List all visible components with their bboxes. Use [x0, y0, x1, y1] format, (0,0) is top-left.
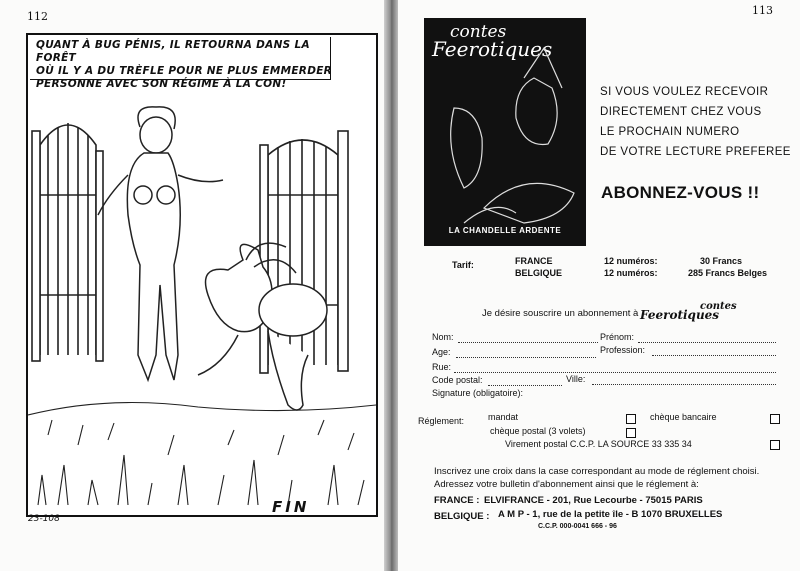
subscribe-headline: ABONNEZ-VOUS !!: [601, 183, 760, 202]
instruction-line: Inscrivez une croix dans la case correspondant au mode de réglement choisi.: [434, 466, 760, 477]
left-page: [0, 0, 384, 571]
artist-signature: 23-108: [28, 514, 60, 524]
comic-illustration: [28, 35, 376, 515]
promo-text: [600, 82, 791, 162]
caption-line: PERSONNE AVEC SON RÉGIME À LA CON!: [36, 78, 287, 90]
postal-code-label: Code postal:: [432, 375, 483, 385]
tarif-label: Tarif:: [452, 260, 474, 270]
promo-line: LE PROCHAIN NUMERO: [600, 126, 740, 138]
caption-line: QUANT À BUG PÉNIS, IL RETOURNA DANS LA FORÊT: [36, 39, 310, 64]
cover-subtitle: LA CHANDELLE ARDENTE: [448, 226, 562, 235]
payment-option-mandat: mandat: [488, 412, 519, 422]
city-field[interactable]: [592, 384, 776, 385]
age-field[interactable]: [456, 357, 596, 358]
age-label: Age:: [432, 347, 451, 357]
tarif-price: 30 Francs: [700, 256, 743, 266]
checkbox-virement[interactable]: [770, 440, 780, 450]
city-label: Ville:: [566, 374, 586, 384]
promo-line: DE VOTRE LECTURE PREFEREE: [600, 146, 791, 158]
figure-woman: [98, 107, 223, 380]
ccp-number: C.C.P. 000-0041 666 - 96: [538, 523, 617, 530]
tarif-country: BELGIQUE: [515, 268, 563, 278]
cover-art: [424, 18, 586, 246]
belgique-address: A M P - 1, rue de la petite île - B 1070 BRUXELLES: [498, 509, 723, 520]
name-label: Nom:: [432, 332, 454, 342]
tarif-price: 285 Francs Belges: [688, 268, 768, 278]
cover-title-line: Feerotiques: [432, 37, 553, 61]
payment-option-cheque-bancaire: chèque bancaire: [650, 412, 717, 422]
firstname-label: Prénom:: [600, 332, 635, 342]
checkbox-cheque-bancaire[interactable]: [770, 414, 780, 424]
tarif-issues: 12 numéros:: [604, 268, 658, 278]
page-number-right: 113: [752, 4, 773, 17]
grass: [28, 403, 376, 506]
street-label: Rue:: [432, 362, 452, 372]
checkbox-cheque-postal[interactable]: [626, 428, 636, 438]
page-number-left: 112: [27, 10, 48, 23]
caption-line: OÙ IL Y A DU TRÈFLE POUR NE PLUS EMMERDER: [36, 65, 333, 77]
brand-logo-line: contes: [700, 301, 737, 312]
brand-logo: [640, 302, 737, 320]
payment-label: Réglement:: [418, 416, 465, 426]
france-address: ELVIFRANCE - 201, Rue Lecourbe - 75015 PARIS: [484, 495, 703, 506]
instruction-line: Adressez votre bulletin d'abonnement ainsi que le réglement à:: [434, 479, 699, 490]
firstname-field[interactable]: [638, 342, 776, 343]
postal-code-field[interactable]: [488, 385, 562, 386]
signature-label: Signature (obligatoire):: [432, 388, 524, 398]
book-gutter: [384, 0, 398, 571]
subscribe-statement: Je désire souscrire un abonnement à: [482, 308, 639, 319]
payment-option-virement: Virement postal C.C.P. LA SOURCE 33 335 34: [505, 439, 692, 449]
left-gate: [32, 123, 103, 361]
profession-label: Profession:: [600, 345, 646, 355]
tarif-issues: 12 numéros:: [604, 256, 658, 266]
cover-title-line: contes: [450, 22, 507, 42]
end-label: FIN: [272, 498, 310, 516]
payment-option-cheque-postal: chèque postal (3 volets): [490, 426, 586, 436]
name-field[interactable]: [458, 342, 598, 343]
checkbox-mandat[interactable]: [626, 414, 636, 424]
belgique-label: BELGIQUE :: [434, 511, 490, 522]
promo-line: SI VOUS VOULEZ RECEVOIR: [600, 86, 769, 98]
street-field[interactable]: [454, 372, 776, 373]
brand-logo-line: Feerotiques: [640, 308, 720, 322]
tarif-country: FRANCE: [515, 256, 553, 266]
magazine-cover: [424, 18, 586, 246]
promo-line: DIRECTEMENT CHEZ VOUS: [600, 106, 762, 118]
france-label: FRANCE :: [434, 495, 480, 506]
comic-panel: [26, 33, 378, 517]
profession-field[interactable]: [652, 355, 776, 356]
